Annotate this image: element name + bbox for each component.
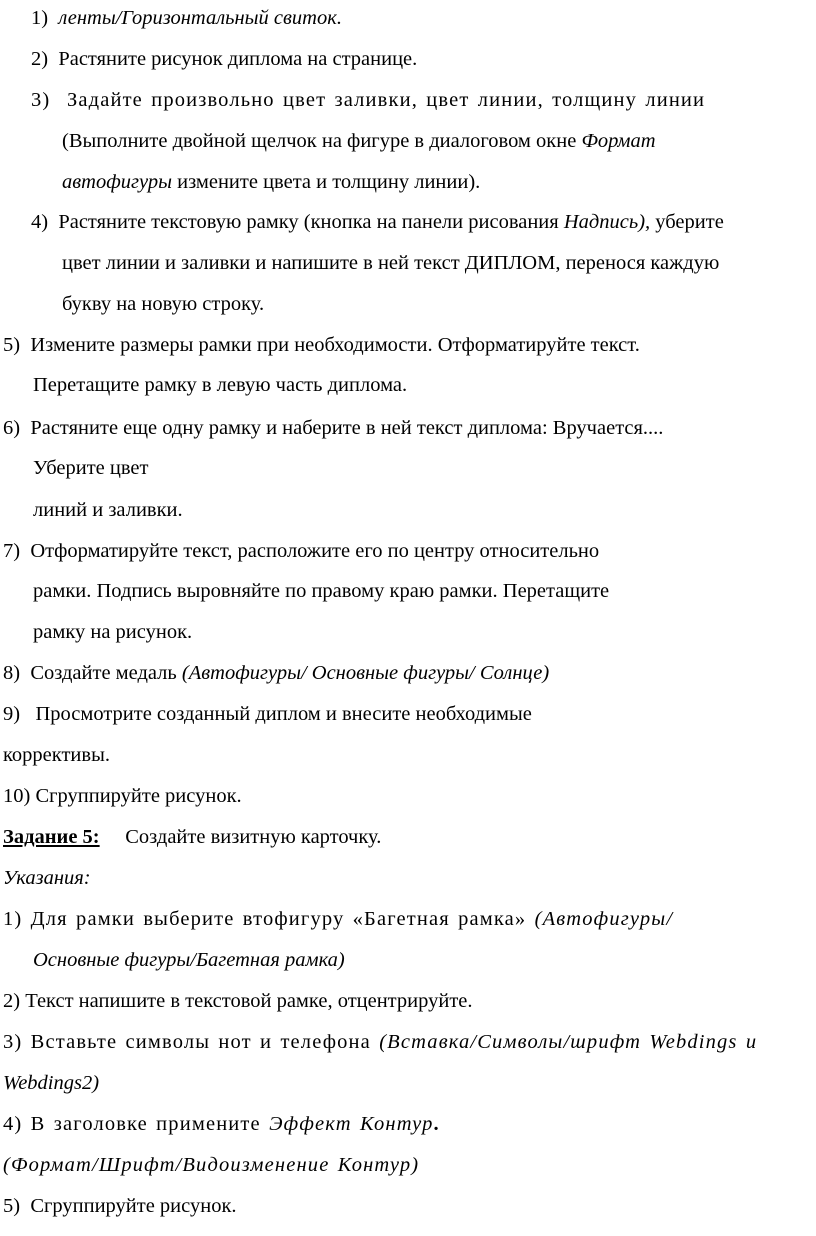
item-text-italic: Формат bbox=[581, 130, 656, 152]
item-text: уберите bbox=[655, 211, 724, 233]
list1-item4-line1 bbox=[31, 210, 724, 234]
item-text: линий и заливки. bbox=[33, 499, 183, 521]
item-number: 7) bbox=[3, 540, 21, 562]
item-dot: . bbox=[433, 1113, 440, 1135]
list2-item2 bbox=[3, 989, 473, 1013]
list1-item6-line1 bbox=[3, 416, 663, 440]
item-text-italic: (Вставка/Символы/шрифт Webdings и bbox=[379, 1031, 758, 1053]
list2-item1-line2: Основные фигуры/Багетная рамка) bbox=[33, 949, 345, 971]
task5-heading bbox=[3, 825, 381, 849]
item-text: коррективы. bbox=[3, 744, 110, 766]
item-text-italic: автофигуры bbox=[62, 171, 172, 193]
list1-item1 bbox=[31, 6, 342, 30]
list2-item4-line1 bbox=[3, 1112, 440, 1136]
item-text: Отформатируйте текст, расположите его по центру относительно bbox=[30, 540, 600, 562]
item-text: Измените размеры рамки при необходимости. Отформатируйте текст. bbox=[30, 334, 640, 356]
item-text: Сгруппируйте рисунок. bbox=[35, 785, 242, 807]
item-text: Растяните рисунок диплома на странице. bbox=[58, 48, 418, 70]
list1-item6-line3 bbox=[33, 498, 183, 522]
item-number: 3) bbox=[3, 1031, 23, 1053]
list2-item3-line2: Webdings2) bbox=[3, 1072, 100, 1094]
item-text-italic: Эффект Контур bbox=[269, 1113, 434, 1135]
item-text-italic: (Автофигуры/ Основные фигуры/ Солнце) bbox=[181, 662, 550, 684]
item-number: 2) bbox=[31, 48, 49, 70]
instructions-label: Указания: bbox=[3, 867, 91, 889]
item-number: 1) bbox=[3, 908, 23, 930]
item-text: Текст напишите в текстовой рамке, отцентрируйте. bbox=[25, 990, 473, 1012]
item-text: Перетащите рамку в левую часть диплома. bbox=[33, 374, 408, 396]
list1-item7-line1 bbox=[3, 539, 599, 563]
item-text: Растяните текстовую рамку (кнопка на панели рисования bbox=[58, 211, 559, 233]
item-text: Растяните еще одну рамку и наберите в ней текст диплома: Вручается.... bbox=[30, 417, 664, 439]
item-text: Для рамки выберите втофигуру «Багетная рамка» bbox=[30, 908, 527, 930]
list1-item5-line1 bbox=[3, 333, 640, 357]
task5-label: Задание 5: bbox=[3, 826, 100, 848]
item-number: 10) bbox=[3, 785, 31, 807]
task5-text: Создайте визитную карточку. bbox=[125, 826, 382, 848]
item-number: 5) bbox=[3, 1195, 21, 1217]
item-number: 2) bbox=[3, 990, 21, 1012]
list2-item5 bbox=[3, 1194, 237, 1218]
item-text-italic: (Автофигуры/ bbox=[534, 908, 674, 930]
list1-item3-line3 bbox=[62, 170, 480, 194]
item-text: Просмотрите созданный диплом и внесите необходимые bbox=[35, 703, 532, 725]
list1-item10 bbox=[3, 784, 242, 808]
item-text: В заголовке примените bbox=[30, 1113, 261, 1135]
item-number: 5) bbox=[3, 334, 21, 356]
item-number: 9) bbox=[3, 703, 21, 725]
item-number: 6) bbox=[3, 417, 21, 439]
item-text-italic: Надпись), bbox=[563, 211, 651, 233]
item-number: 3) bbox=[31, 89, 51, 111]
item-number: 1) bbox=[31, 7, 49, 29]
item-number: 4) bbox=[31, 211, 49, 233]
list2-item3-line1 bbox=[3, 1030, 757, 1054]
list1-item8 bbox=[3, 661, 549, 685]
item-text: рамку на рисунок. bbox=[33, 621, 193, 643]
list2-item4-line2: (Формат/Шрифт/Видоизменение Контур) bbox=[3, 1154, 420, 1176]
item-number: 4) bbox=[3, 1113, 23, 1135]
list1-item7-line2 bbox=[33, 579, 609, 603]
list1-item4-line3 bbox=[62, 292, 264, 316]
list1-item4-line2 bbox=[62, 251, 719, 275]
list1-item6-line2 bbox=[33, 456, 148, 480]
item-text: Вставьте символы нот и телефона bbox=[30, 1031, 371, 1053]
item-text: Уберите цвет bbox=[33, 457, 149, 479]
item-text: цвет линии и заливки и напишите в ней текст ДИПЛОМ, перенося каждую bbox=[62, 252, 720, 274]
item-text: Создайте медаль bbox=[30, 662, 177, 684]
item-number: 8) bbox=[3, 662, 21, 684]
item-text: букву на новую строку. bbox=[62, 293, 265, 315]
list1-item9-line1 bbox=[3, 702, 532, 726]
list1-item2 bbox=[31, 47, 417, 71]
item-text: Задайте произвольно цвет заливки, цвет линии, толщину линии bbox=[66, 89, 706, 111]
list1-item3-line1 bbox=[31, 88, 705, 112]
item-text: рамки. Подпись выровняйте по правому краю рамки. Перетащите bbox=[33, 580, 610, 602]
item-text: (Выполните двойной щелчок на фигуре в диалоговом окне bbox=[62, 130, 577, 152]
item-text-italic: ленты/Горизонтальный свиток. bbox=[58, 7, 342, 29]
item-text: Сгруппируйте рисунок. bbox=[30, 1195, 237, 1217]
list1-item3-line2 bbox=[62, 129, 656, 153]
item-text: измените цвета и толщину линии). bbox=[177, 171, 481, 193]
list1-item5-line2 bbox=[33, 373, 407, 397]
list1-item7-line3 bbox=[33, 620, 192, 644]
list1-item9-line2 bbox=[3, 743, 110, 767]
list2-item1-line1 bbox=[3, 907, 673, 931]
